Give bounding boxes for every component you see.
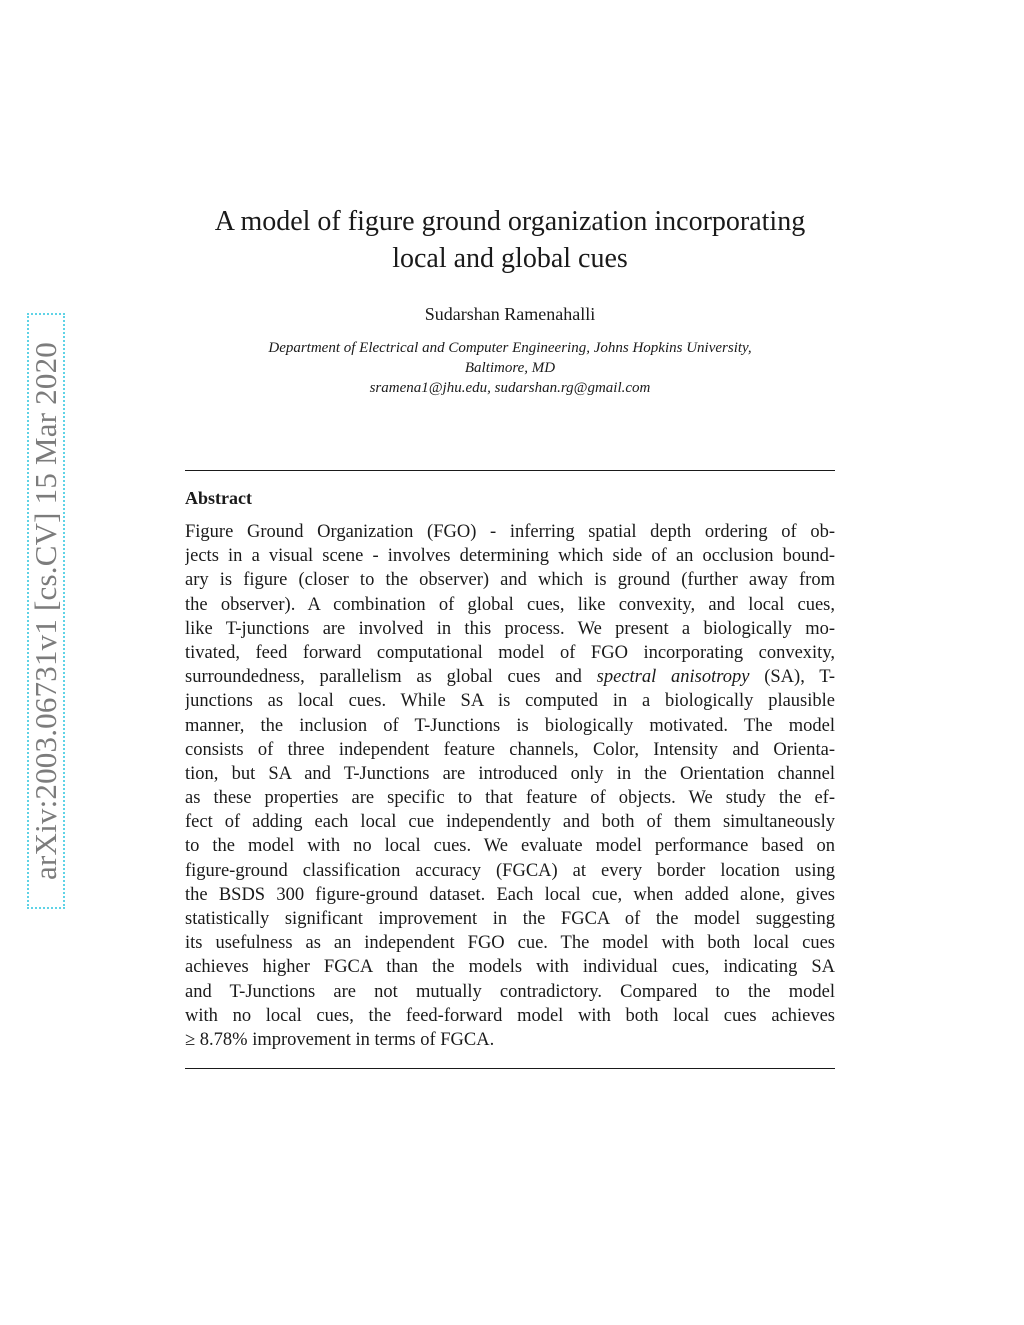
abstract-line: to the model with no local cues. We evaluate model performance based on [185, 836, 835, 857]
abstract-line: figure-ground classification accuracy (FGCA) at every border location using [185, 860, 835, 881]
affiliation-line-1: Department of Electrical and Computer Engineering, Johns Hopkins University, [268, 340, 752, 356]
arxiv-identifier: arXiv:2003.06731v1 [cs.CV] 15 Mar 2020 [28, 342, 63, 880]
abstract-line: ≥ 8.78% improvement in terms of FGCA. [185, 1029, 495, 1050]
paper-title [185, 203, 835, 277]
abstract-body [185, 520, 835, 1052]
abstract-line: tion, but SA and T-Junctions are introduced only in the Orientation channel [185, 763, 835, 784]
abstract-line: with no local cues, the feed-forward model with both local cues achieves [185, 1005, 835, 1026]
abstract-line: like T-junctions are involved in this process. We present a biologically mo- [185, 618, 835, 639]
abstract-line: and T-Junctions are not mutually contradictory. Compared to the model [185, 981, 835, 1002]
abstract-line-italic [185, 665, 835, 689]
abstract-line-segment: surroundedness, parallelism as global cues and [185, 667, 597, 688]
title-line-1: A model of figure ground organization incorporating [214, 206, 806, 237]
affiliation-line-2: Baltimore, MD [464, 360, 556, 376]
affiliation [185, 338, 835, 398]
author-name: Sudarshan Ramenahalli [424, 304, 596, 324]
abstract-line: ary is figure (closer to the observer) and which is ground (further away from [185, 570, 835, 591]
top-rule [185, 470, 835, 471]
abstract-line-segment: (SA), T- [749, 667, 835, 688]
abstract-line: as these properties are specific to that feature of objects. We study the ef- [185, 788, 835, 809]
title-line-2: local and global cues [392, 243, 628, 274]
abstract-line: fect of adding each local cue independently and both of them simultaneously [185, 812, 835, 833]
abstract-line: manner, the inclusion of T-Junctions is biologically motivated. The model [185, 715, 835, 736]
abstract-line: achieves higher FGCA than the models with individual cues, indicating SA [185, 957, 835, 978]
abstract-line: tivated, feed forward computational model of FGO incorporating convexity, [185, 642, 835, 663]
abstract-line: junctions as local cues. While SA is computed in a biologically plausible [185, 691, 835, 712]
abstract-emphasis: spectral anisotropy [596, 667, 750, 688]
abstract-line: its usefulness as an independent FGO cue. The model with both local cues [185, 933, 835, 954]
arxiv-stamp [27, 313, 65, 909]
abstract-line: Figure Ground Organization (FGO) - inferring spatial depth ordering of ob- [185, 522, 835, 542]
abstract-heading: Abstract [185, 488, 252, 508]
abstract-line: the observer). A combination of global cues, like convexity, and local cues, [185, 594, 835, 615]
abstract-line: consists of three independent feature channels, Color, Intensity and Orienta- [185, 739, 835, 760]
bottom-rule [185, 1068, 835, 1069]
abstract-line: statistically significant improvement in the FGCA of the model suggesting [185, 909, 835, 929]
author-emails: sramena1@jhu.edu, sudarshan.rg@gmail.com [369, 380, 651, 396]
abstract-line: jects in a visual scene - involves determining which side of an occlusion bound- [185, 546, 835, 567]
abstract-line: the BSDS 300 figure-ground dataset. Each local cue, when added alone, gives [185, 884, 835, 905]
